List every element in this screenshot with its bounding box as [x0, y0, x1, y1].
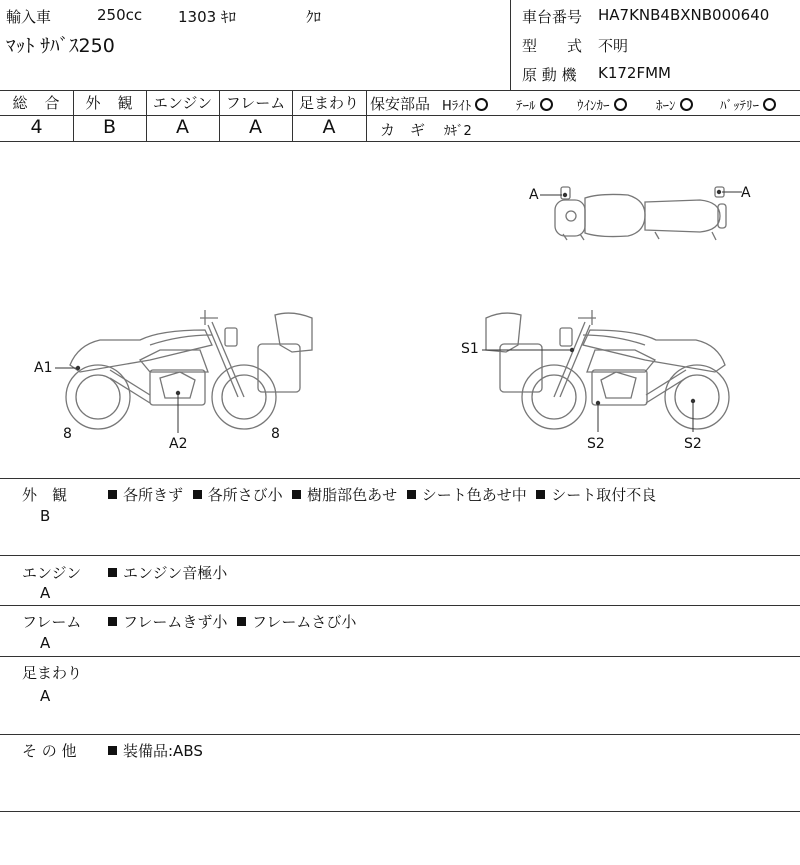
grade-engine-value: A — [176, 116, 189, 138]
color: ｸﾛ — [306, 8, 322, 26]
model-name: ﾏｯﾄ ｻﾊﾞｽ250 — [6, 35, 115, 57]
section-exterior-grade: B — [40, 507, 51, 525]
callout-s2-left: S2 — [587, 436, 605, 452]
grade-suspension-value: A — [322, 116, 336, 138]
callout-s2-right: S2 — [684, 436, 702, 452]
frame-no-label: 車台番号 — [522, 8, 583, 26]
section-suspension-grade: A — [40, 687, 51, 705]
key-value: ｶｷﾞ2 — [444, 124, 472, 139]
section-engine-label: エンジン — [22, 564, 82, 582]
displacement: 250cc — [97, 6, 143, 24]
grade-frame-value: A — [249, 116, 262, 138]
type-label: 型 式 — [522, 37, 583, 55]
grade-suspension-label: 足まわり — [298, 94, 359, 112]
callout-s1: S1 — [461, 341, 479, 357]
callout-8-left: 8 — [63, 426, 72, 442]
equip-battery: ﾊﾞｯﾃﾘｰ — [720, 95, 776, 114]
engine-value: K172FMM — [598, 64, 671, 82]
divider — [0, 811, 800, 812]
engine-label: 原 動 機 — [522, 66, 577, 84]
type-value: 不明 — [598, 37, 629, 55]
frame-no: HA7KNB4BXNB000640 — [598, 6, 770, 24]
section-other-label: そ の 他 — [22, 742, 77, 760]
divider — [0, 734, 800, 735]
key-label: カ ギ — [380, 121, 426, 139]
bullet-square-icon — [108, 490, 117, 499]
callout-top-right: A — [741, 185, 751, 201]
equipment-label: 保安部品 — [370, 95, 431, 113]
section-other-items: 装備品:ABS — [108, 740, 203, 761]
section-frame-label: フレーム — [22, 613, 82, 631]
divider — [0, 555, 800, 556]
section-engine-grade: A — [40, 584, 51, 602]
callout-a2: A2 — [169, 436, 188, 452]
callout-top-left: A — [529, 187, 539, 203]
bullet-square-icon — [193, 490, 202, 499]
callout-8-right: 8 — [271, 426, 280, 442]
divider — [0, 605, 800, 606]
import-label: 輸入車 — [6, 8, 52, 26]
section-engine-items: エンジン音極小 — [108, 562, 227, 583]
section-exterior-items: 各所きず 各所さび小 樹脂部色あせ シート色あせ中 シート取付不良 — [108, 484, 656, 505]
mileage: 1303 ｷﾛ — [178, 8, 236, 26]
section-frame-items: フレームきず小 フレームさび小 — [108, 611, 356, 632]
grade-overall-value: 4 — [30, 116, 43, 138]
section-suspension-label: 足まわり — [22, 664, 83, 682]
bullet-square-icon — [108, 617, 117, 626]
grade-exterior-value: B — [102, 116, 117, 138]
equip-horn: ﾎｰﾝ — [656, 95, 693, 114]
divider — [0, 478, 800, 479]
grade-exterior-label: 外 観 — [85, 94, 134, 112]
grade-overall-label: 総 合 — [12, 94, 61, 112]
divider — [0, 656, 800, 657]
bullet-square-icon — [292, 490, 301, 499]
grade-engine-label: エンジン — [152, 94, 213, 112]
bullet-square-icon — [237, 617, 246, 626]
bullet-square-icon — [108, 568, 117, 577]
equip-tail: ﾃｰﾙ — [516, 95, 553, 114]
equip-headlight: Hﾗｲﾄ — [442, 95, 488, 114]
bullet-square-icon — [407, 490, 416, 499]
equip-winker: ｳｲﾝｶｰ — [577, 95, 627, 114]
bullet-square-icon — [108, 746, 117, 755]
section-frame-grade: A — [40, 634, 51, 652]
grade-frame-label: フレーム — [225, 94, 286, 112]
section-exterior-label: 外 観 — [22, 486, 68, 504]
callout-a1: A1 — [34, 360, 53, 376]
bullet-square-icon — [536, 490, 545, 499]
